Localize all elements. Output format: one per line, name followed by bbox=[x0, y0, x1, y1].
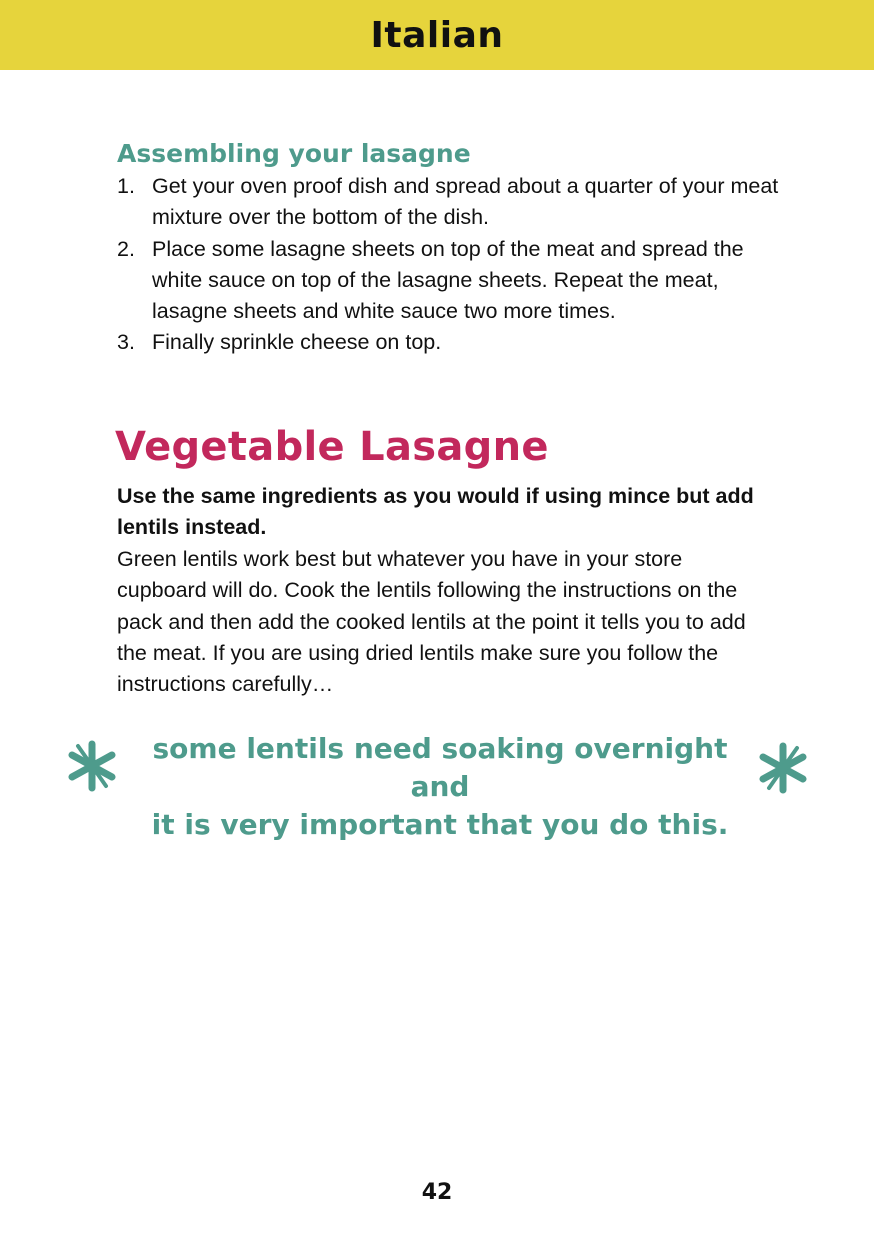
list-item bbox=[117, 327, 797, 358]
page-header-title: Italian bbox=[370, 15, 504, 56]
step-text: Get your oven proof dish and spread about a quarter of your meat mixture over the bottom of the dish. bbox=[152, 174, 779, 230]
tip-line-2: it is very important that you do this. bbox=[151, 808, 729, 841]
step-text: Finally sprinkle cheese on top. bbox=[152, 330, 442, 355]
step-number: 3. bbox=[117, 330, 135, 355]
vegetable-lasagne-title: Vegetable Lasagne bbox=[115, 424, 549, 470]
assembling-steps-list bbox=[117, 171, 797, 359]
asterisk-star-icon bbox=[64, 738, 120, 794]
page-number: 42 bbox=[421, 1180, 453, 1205]
asterisk-star-icon bbox=[755, 740, 811, 796]
tip-callout bbox=[140, 730, 740, 844]
list-item bbox=[117, 234, 797, 328]
tip-line-1: some lentils need soaking overnight and bbox=[152, 732, 728, 803]
step-number: 1. bbox=[117, 174, 135, 198]
vegetable-intro-bold: Use the same ingredients as you would if using mince but add lentils instead. bbox=[117, 484, 754, 540]
step-text: Place some lasagne sheets on top of the meat and spread the white sauce on top of the lasagne sheets. Repeat the meat, lasagne sheets and white sauce two more times. bbox=[152, 236, 744, 324]
step-number: 2. bbox=[117, 236, 135, 261]
assembling-heading: Assembling your lasagne bbox=[117, 139, 471, 168]
list-item bbox=[117, 171, 797, 234]
vegetable-body-text: Green lentils work best but whatever you have in your store cupboard will do. Cook the lentils following the instructions on the pack and then add the cooked lentils at the point it tells you to add the meat. If you are using dried lentils make sure you follow the instructions carefully… bbox=[117, 547, 746, 697]
